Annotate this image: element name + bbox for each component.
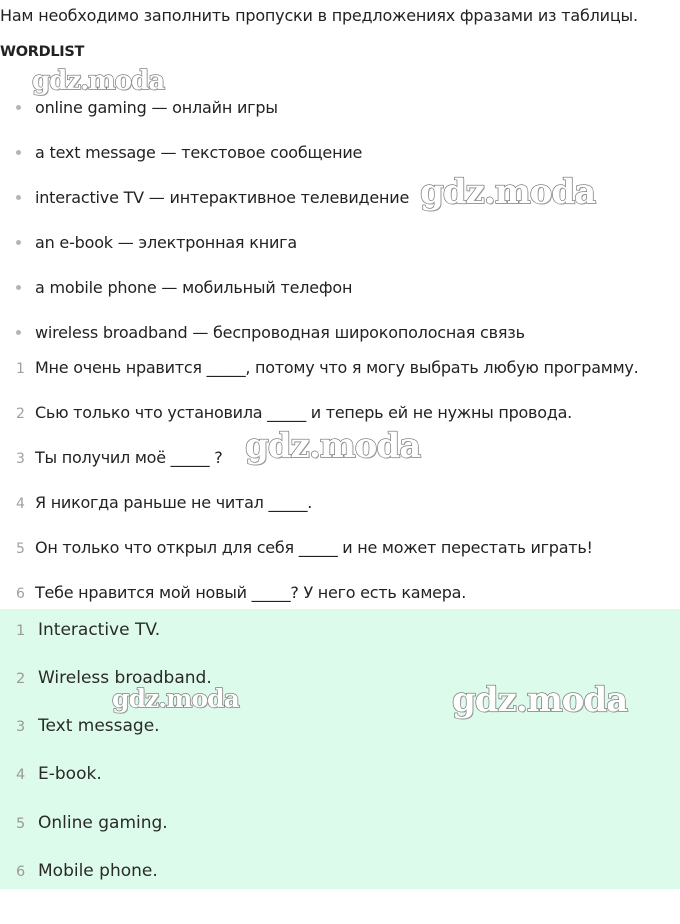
answer-item: 2 Wireless broadband. bbox=[16, 668, 212, 688]
wordlist-heading: WORDLIST bbox=[0, 44, 85, 60]
bullet-icon bbox=[16, 195, 21, 200]
answer-item: 4 E-book. bbox=[16, 764, 102, 784]
answer-panel bbox=[0, 609, 680, 889]
watermark: gdz.moda bbox=[452, 680, 628, 720]
watermark: gdz.moda bbox=[32, 66, 165, 96]
bullet-icon bbox=[16, 330, 21, 335]
wordlist-item: wireless broadband — беспроводная широкополосная связь bbox=[16, 321, 525, 345]
answer-item: 3 Text message. bbox=[16, 716, 160, 736]
task-sentence: 4 Я никогда раньше не читал _____. bbox=[16, 493, 313, 512]
bullet-icon bbox=[16, 105, 21, 110]
task-sentence: 6 Тебе нравится мой новый _____? У него есть камера. bbox=[16, 583, 467, 602]
task-sentence: 3 Ты получил моё _____ ? bbox=[16, 448, 223, 467]
answer-item: 1 Interactive TV. bbox=[16, 620, 161, 640]
watermark: gdz.moda bbox=[420, 172, 596, 212]
watermark: gdz.moda bbox=[245, 426, 421, 466]
task-sentence: 1 Мне очень нравится _____, потому что я могу выбрать любую программу. bbox=[16, 358, 639, 377]
task-instruction: Нам необходимо заполнить пропуски в предложениях фразами из таблицы. bbox=[0, 6, 638, 25]
bullet-icon bbox=[16, 285, 21, 290]
answer-item: 5 Online gaming. bbox=[16, 813, 168, 833]
wordlist-item: interactive TV — интерактивное телевидение bbox=[16, 186, 409, 210]
wordlist-item: an e-book — электронная книга bbox=[16, 231, 297, 255]
answer-item: 6 Mobile phone. bbox=[16, 861, 158, 881]
task-sentence: 5 Он только что открыл для себя _____ и не может перестать играть! bbox=[16, 538, 593, 557]
wordlist-item: a text message — текстовое сообщение bbox=[16, 141, 362, 165]
bullet-icon bbox=[16, 240, 21, 245]
task-sentence: 2 Сью только что установила _____ и теперь ей не нужны провода. bbox=[16, 403, 572, 422]
bullet-icon bbox=[16, 150, 21, 155]
watermark: gdz.moda bbox=[112, 684, 239, 713]
wordlist-item: a mobile phone — мобильный телефон bbox=[16, 276, 352, 300]
wordlist-item: online gaming — онлайн игры bbox=[16, 96, 278, 120]
